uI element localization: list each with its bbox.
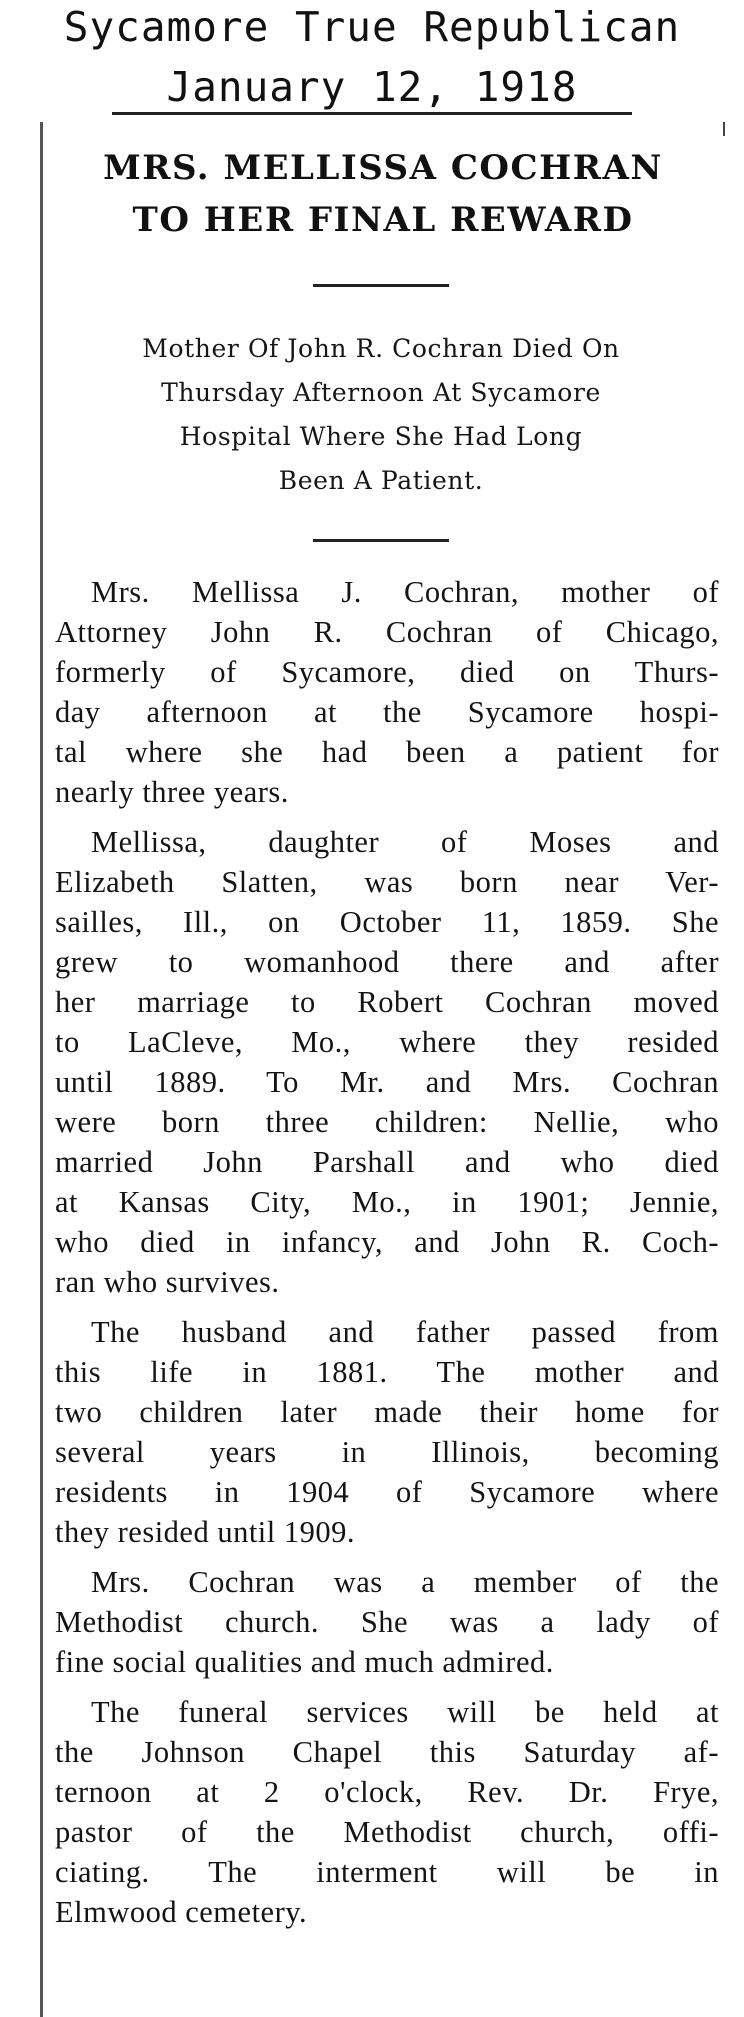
newspaper-name: Sycamore True Republican xyxy=(63,3,681,51)
article-line: fine social qualities and much admired. xyxy=(55,1645,554,1679)
subhead-line: Been A Patient. xyxy=(278,466,484,495)
subhead-line: Mother Of John R. Cochran Died On xyxy=(142,334,620,363)
divider-rule xyxy=(313,284,449,287)
article-line: Mrs. Mellissa J. Cochran, mother of xyxy=(91,575,719,609)
article-line: sailles, Ill., on October 11, 1859. She xyxy=(55,905,719,939)
article-line: pastor of the Methodist church, offi- xyxy=(55,1815,719,1849)
article-line: married John Parshall and who died xyxy=(55,1145,719,1179)
article-paragraph xyxy=(55,1562,719,1682)
column-mark xyxy=(723,122,725,136)
article-paragraph xyxy=(55,572,719,812)
article-line: were born three children: Nellie, who xyxy=(55,1105,719,1139)
article-line: Mrs. Cochran was a member of the xyxy=(91,1565,719,1599)
article-line: until 1889. To Mr. and Mrs. Cochran xyxy=(55,1065,719,1099)
newspaper-clipping xyxy=(40,122,719,2017)
article-line: to LaCleve, Mo., where they resided xyxy=(55,1025,719,1059)
article-headline xyxy=(43,142,719,246)
article-line: who died in infancy, and John R. Coch- xyxy=(55,1225,719,1259)
article-line: tal where she had been a patient for xyxy=(55,735,719,769)
article-line: residents in 1904 of Sycamore where xyxy=(55,1475,719,1509)
article-line: formerly of Sycamore, died on Thurs- xyxy=(55,655,719,689)
article-line: two children later made their home for xyxy=(55,1395,719,1429)
article-paragraph xyxy=(55,1692,719,1932)
article-body xyxy=(43,572,719,1932)
subhead-line: Thursday Afternoon At Sycamore xyxy=(161,378,601,407)
article-line: day afternoon at the Sycamore hospi- xyxy=(55,695,719,729)
article-line: several years in Illinois, becoming xyxy=(55,1435,719,1469)
article-line: The funeral services will be held at xyxy=(91,1695,719,1729)
article-line: they resided until 1909. xyxy=(55,1515,356,1549)
article-line: ran who survives. xyxy=(55,1265,280,1299)
article-subhead xyxy=(43,327,719,503)
article-line: ternoon at 2 o'clock, Rev. Dr. Frye, xyxy=(55,1775,719,1809)
publication-date: January 12, 1918 xyxy=(112,64,632,115)
article-paragraph xyxy=(55,1312,719,1552)
article-line: at Kansas City, Mo., in 1901; Jennie, xyxy=(55,1185,719,1219)
subhead-line: Hospital Where She Had Long xyxy=(179,422,583,451)
article-paragraph xyxy=(55,822,719,1302)
divider-rule xyxy=(313,539,449,542)
article-line: Methodist church. She was a lady of xyxy=(55,1605,719,1639)
article-line: the Johnson Chapel this Saturday af- xyxy=(55,1735,719,1769)
article-line: her marriage to Robert Cochran moved xyxy=(55,985,719,1019)
article-line: Elizabeth Slatten, was born near Ver- xyxy=(55,865,719,899)
article-line: The husband and father passed from xyxy=(91,1315,719,1349)
masthead xyxy=(0,4,744,115)
article-line: Elmwood cemetery. xyxy=(55,1895,308,1929)
headline-line: TO HER FINAL REWARD xyxy=(132,200,634,240)
article-line: Attorney John R. Cochran of Chicago, xyxy=(55,615,719,649)
article-line: this life in 1881. The mother and xyxy=(55,1355,719,1389)
headline-line: MRS. MELLISSA COCHRAN xyxy=(103,148,663,188)
article-line: Mellissa, daughter of Moses and xyxy=(91,825,719,859)
article-line: ciating. The interment will be in xyxy=(55,1855,719,1889)
article-line: nearly three years. xyxy=(55,775,289,809)
article-line: grew to womanhood there and after xyxy=(55,945,719,979)
